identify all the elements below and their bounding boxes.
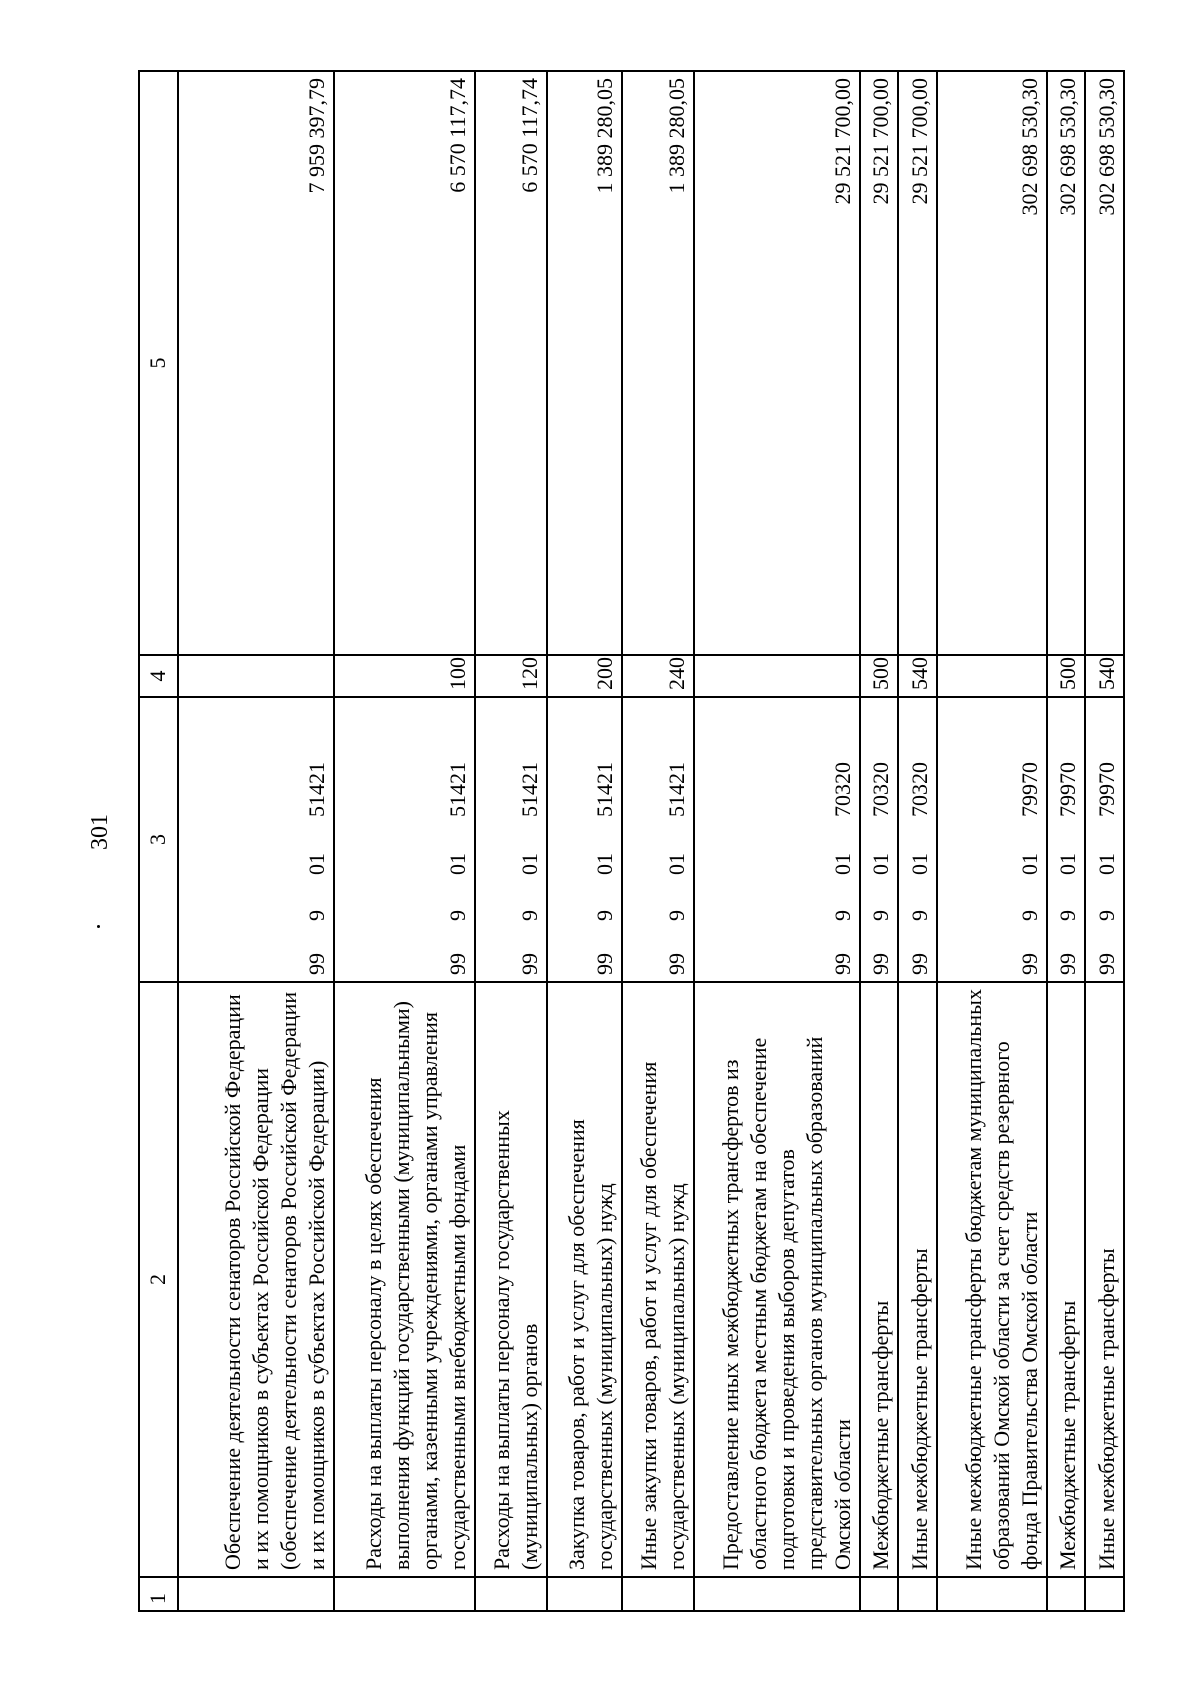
- expense-name-cell: Межбюджетные трансферты: [860, 982, 899, 1577]
- code-part: 99: [1055, 953, 1081, 975]
- row-number-cell: [178, 1577, 334, 1611]
- code-part: 01: [1094, 853, 1119, 875]
- expense-name-cell: Расходы на выплаты персоналу в целях обеспечения выполнения функций государственными (муниципальными) органами, казенными учреждениями, органами управления государственными внебюджетными фондами: [334, 982, 475, 1577]
- target-article-code-cell: [178, 697, 334, 982]
- code-part: 51421: [591, 762, 617, 817]
- expense-name-cell: Иные закупки товаров, работ и услуг для обеспечения государственных (муниципальных) нужд: [622, 982, 694, 1577]
- code-part: 01: [829, 853, 855, 875]
- amount-cell: 6 570 117,74: [334, 71, 475, 655]
- code-part: 70320: [907, 762, 933, 817]
- table-row: [694, 71, 860, 1611]
- row-number-cell: [547, 1577, 622, 1611]
- row-number-cell: [898, 1577, 937, 1611]
- table-row: [1085, 71, 1124, 1611]
- row-number-cell: [622, 1577, 694, 1611]
- row-number-cell: [860, 1577, 899, 1611]
- header-col-1: 1: [139, 1577, 178, 1611]
- code-part: 99: [444, 953, 470, 975]
- target-article-code-cell: [860, 697, 899, 982]
- expense-name-cell: Межбюджетные трансферты: [1047, 982, 1086, 1577]
- code-part: 79970: [1016, 762, 1042, 817]
- amount-cell: 1 389 280,05: [547, 71, 622, 655]
- code-part: 01: [663, 853, 689, 875]
- target-article-code-cell: [547, 697, 622, 982]
- code-part: 99: [516, 953, 542, 975]
- row-number-cell: [334, 1577, 475, 1611]
- code-part: 9: [516, 910, 542, 921]
- target-article-code-cell: [898, 697, 937, 982]
- rotated-table-frame: [138, 72, 1125, 1612]
- expense-name-cell: Иные межбюджетные трансферты бюджетам муниципальных образований Омской области за счет средств резервного фонда Правительства Омской области: [937, 982, 1046, 1577]
- amount-cell: 302 698 530,30: [1085, 71, 1124, 655]
- code-part: 99: [303, 953, 329, 975]
- expense-type-cell: 240: [622, 655, 694, 697]
- code-part: 51421: [444, 762, 470, 817]
- expense-type-cell: 500: [1047, 655, 1086, 697]
- target-article-code-cell: [694, 697, 860, 982]
- expense-name-cell: Расходы на выплаты персоналу государственных (муниципальных) органов: [475, 982, 547, 1577]
- expense-name-cell: Предоставление иных межбюджетных трансфертов из областного бюджета местным бюджетам на обеспечение подготовки и проведения выборов депутатов представительных органов муниципальных образований Омской области: [694, 982, 860, 1577]
- expense-type-cell: 500: [860, 655, 899, 697]
- code-part: 9: [868, 910, 894, 921]
- header-row: [139, 71, 178, 1611]
- code-part: 70320: [829, 762, 855, 817]
- expense-name-cell: Обеспечение деятельности сенаторов Российской Федерации и их помощников в субъектах Российской Федерации (обеспечение деятельности сенаторов Российской Федерации и их помощников в субъектах Российской Федерации): [178, 982, 334, 1577]
- expense-type-cell: 540: [1085, 655, 1124, 697]
- row-number-cell: [1085, 1577, 1124, 1611]
- code-part: 01: [591, 853, 617, 875]
- table-row: [860, 71, 899, 1611]
- target-article-code-cell: [475, 697, 547, 982]
- code-part: 51421: [303, 762, 329, 817]
- table-row: [1047, 71, 1086, 1611]
- budget-table: [138, 70, 1125, 1612]
- code-part: 9: [829, 910, 855, 921]
- code-part: 99: [868, 953, 894, 975]
- header-col-3: 3: [139, 697, 178, 982]
- code-part: 99: [1016, 953, 1042, 975]
- code-part: 9: [663, 910, 689, 921]
- code-part: 01: [516, 853, 542, 875]
- scan-speck: [97, 925, 100, 928]
- row-number-cell: [475, 1577, 547, 1611]
- code-part: 79970: [1094, 762, 1119, 817]
- header-col-5: 5: [139, 71, 178, 655]
- amount-cell: 29 521 700,00: [898, 71, 937, 655]
- table-row: [937, 71, 1046, 1611]
- code-part: 9: [907, 910, 933, 921]
- amount-cell: 7 959 397,79: [178, 71, 334, 655]
- row-number-cell: [694, 1577, 860, 1611]
- header-col-4: 4: [139, 655, 178, 697]
- page-number: 301: [87, 814, 113, 850]
- amount-cell: 302 698 530,30: [1047, 71, 1086, 655]
- amount-cell: 6 570 117,74: [475, 71, 547, 655]
- code-part: 9: [591, 910, 617, 921]
- code-part: 99: [1094, 953, 1119, 975]
- expense-name-cell: Иные межбюджетные трансферты: [1085, 982, 1124, 1577]
- code-part: 01: [1016, 853, 1042, 875]
- table-body: [178, 71, 1124, 1611]
- expense-type-cell: 200: [547, 655, 622, 697]
- expense-type-cell: 540: [898, 655, 937, 697]
- target-article-code-cell: [1085, 697, 1124, 982]
- table-row: [622, 71, 694, 1611]
- target-article-code-cell: [334, 697, 475, 982]
- code-part: 01: [303, 853, 329, 875]
- code-part: 51421: [663, 762, 689, 817]
- expense-name-cell: Закупка товаров, работ и услуг для обеспечения государственных (муниципальных) нужд: [547, 982, 622, 1577]
- code-part: 99: [829, 953, 855, 975]
- amount-cell: 29 521 700,00: [860, 71, 899, 655]
- target-article-code-cell: [1047, 697, 1086, 982]
- code-part: 79970: [1055, 762, 1081, 817]
- amount-cell: 1 389 280,05: [622, 71, 694, 655]
- code-part: 99: [907, 953, 933, 975]
- code-part: 01: [907, 853, 933, 875]
- target-article-code-cell: [622, 697, 694, 982]
- table-row: [898, 71, 937, 1611]
- table-row: [334, 71, 475, 1611]
- code-part: 01: [444, 853, 470, 875]
- expense-type-cell: [178, 655, 334, 697]
- code-part: 51421: [516, 762, 542, 817]
- amount-cell: 302 698 530,30: [937, 71, 1046, 655]
- expense-type-cell: 120: [475, 655, 547, 697]
- expense-type-cell: 100: [334, 655, 475, 697]
- table-row: [475, 71, 547, 1611]
- code-part: 9: [444, 910, 470, 921]
- code-part: 9: [1094, 910, 1119, 921]
- code-part: 99: [663, 953, 689, 975]
- header-col-2: 2: [139, 982, 178, 1577]
- expense-type-cell: [937, 655, 1046, 697]
- table-row: [178, 71, 334, 1611]
- code-part: 9: [1055, 910, 1081, 921]
- target-article-code-cell: [937, 697, 1046, 982]
- row-number-cell: [1047, 1577, 1086, 1611]
- code-part: 99: [591, 953, 617, 975]
- expense-type-cell: [694, 655, 860, 697]
- code-part: 9: [1016, 910, 1042, 921]
- expense-name-cell: Иные межбюджетные трансферты: [898, 982, 937, 1577]
- table-row: [547, 71, 622, 1611]
- code-part: 9: [303, 910, 329, 921]
- code-part: 01: [868, 853, 894, 875]
- code-part: 01: [1055, 853, 1081, 875]
- amount-cell: 29 521 700,00: [694, 71, 860, 655]
- code-part: 70320: [868, 762, 894, 817]
- row-number-cell: [937, 1577, 1046, 1611]
